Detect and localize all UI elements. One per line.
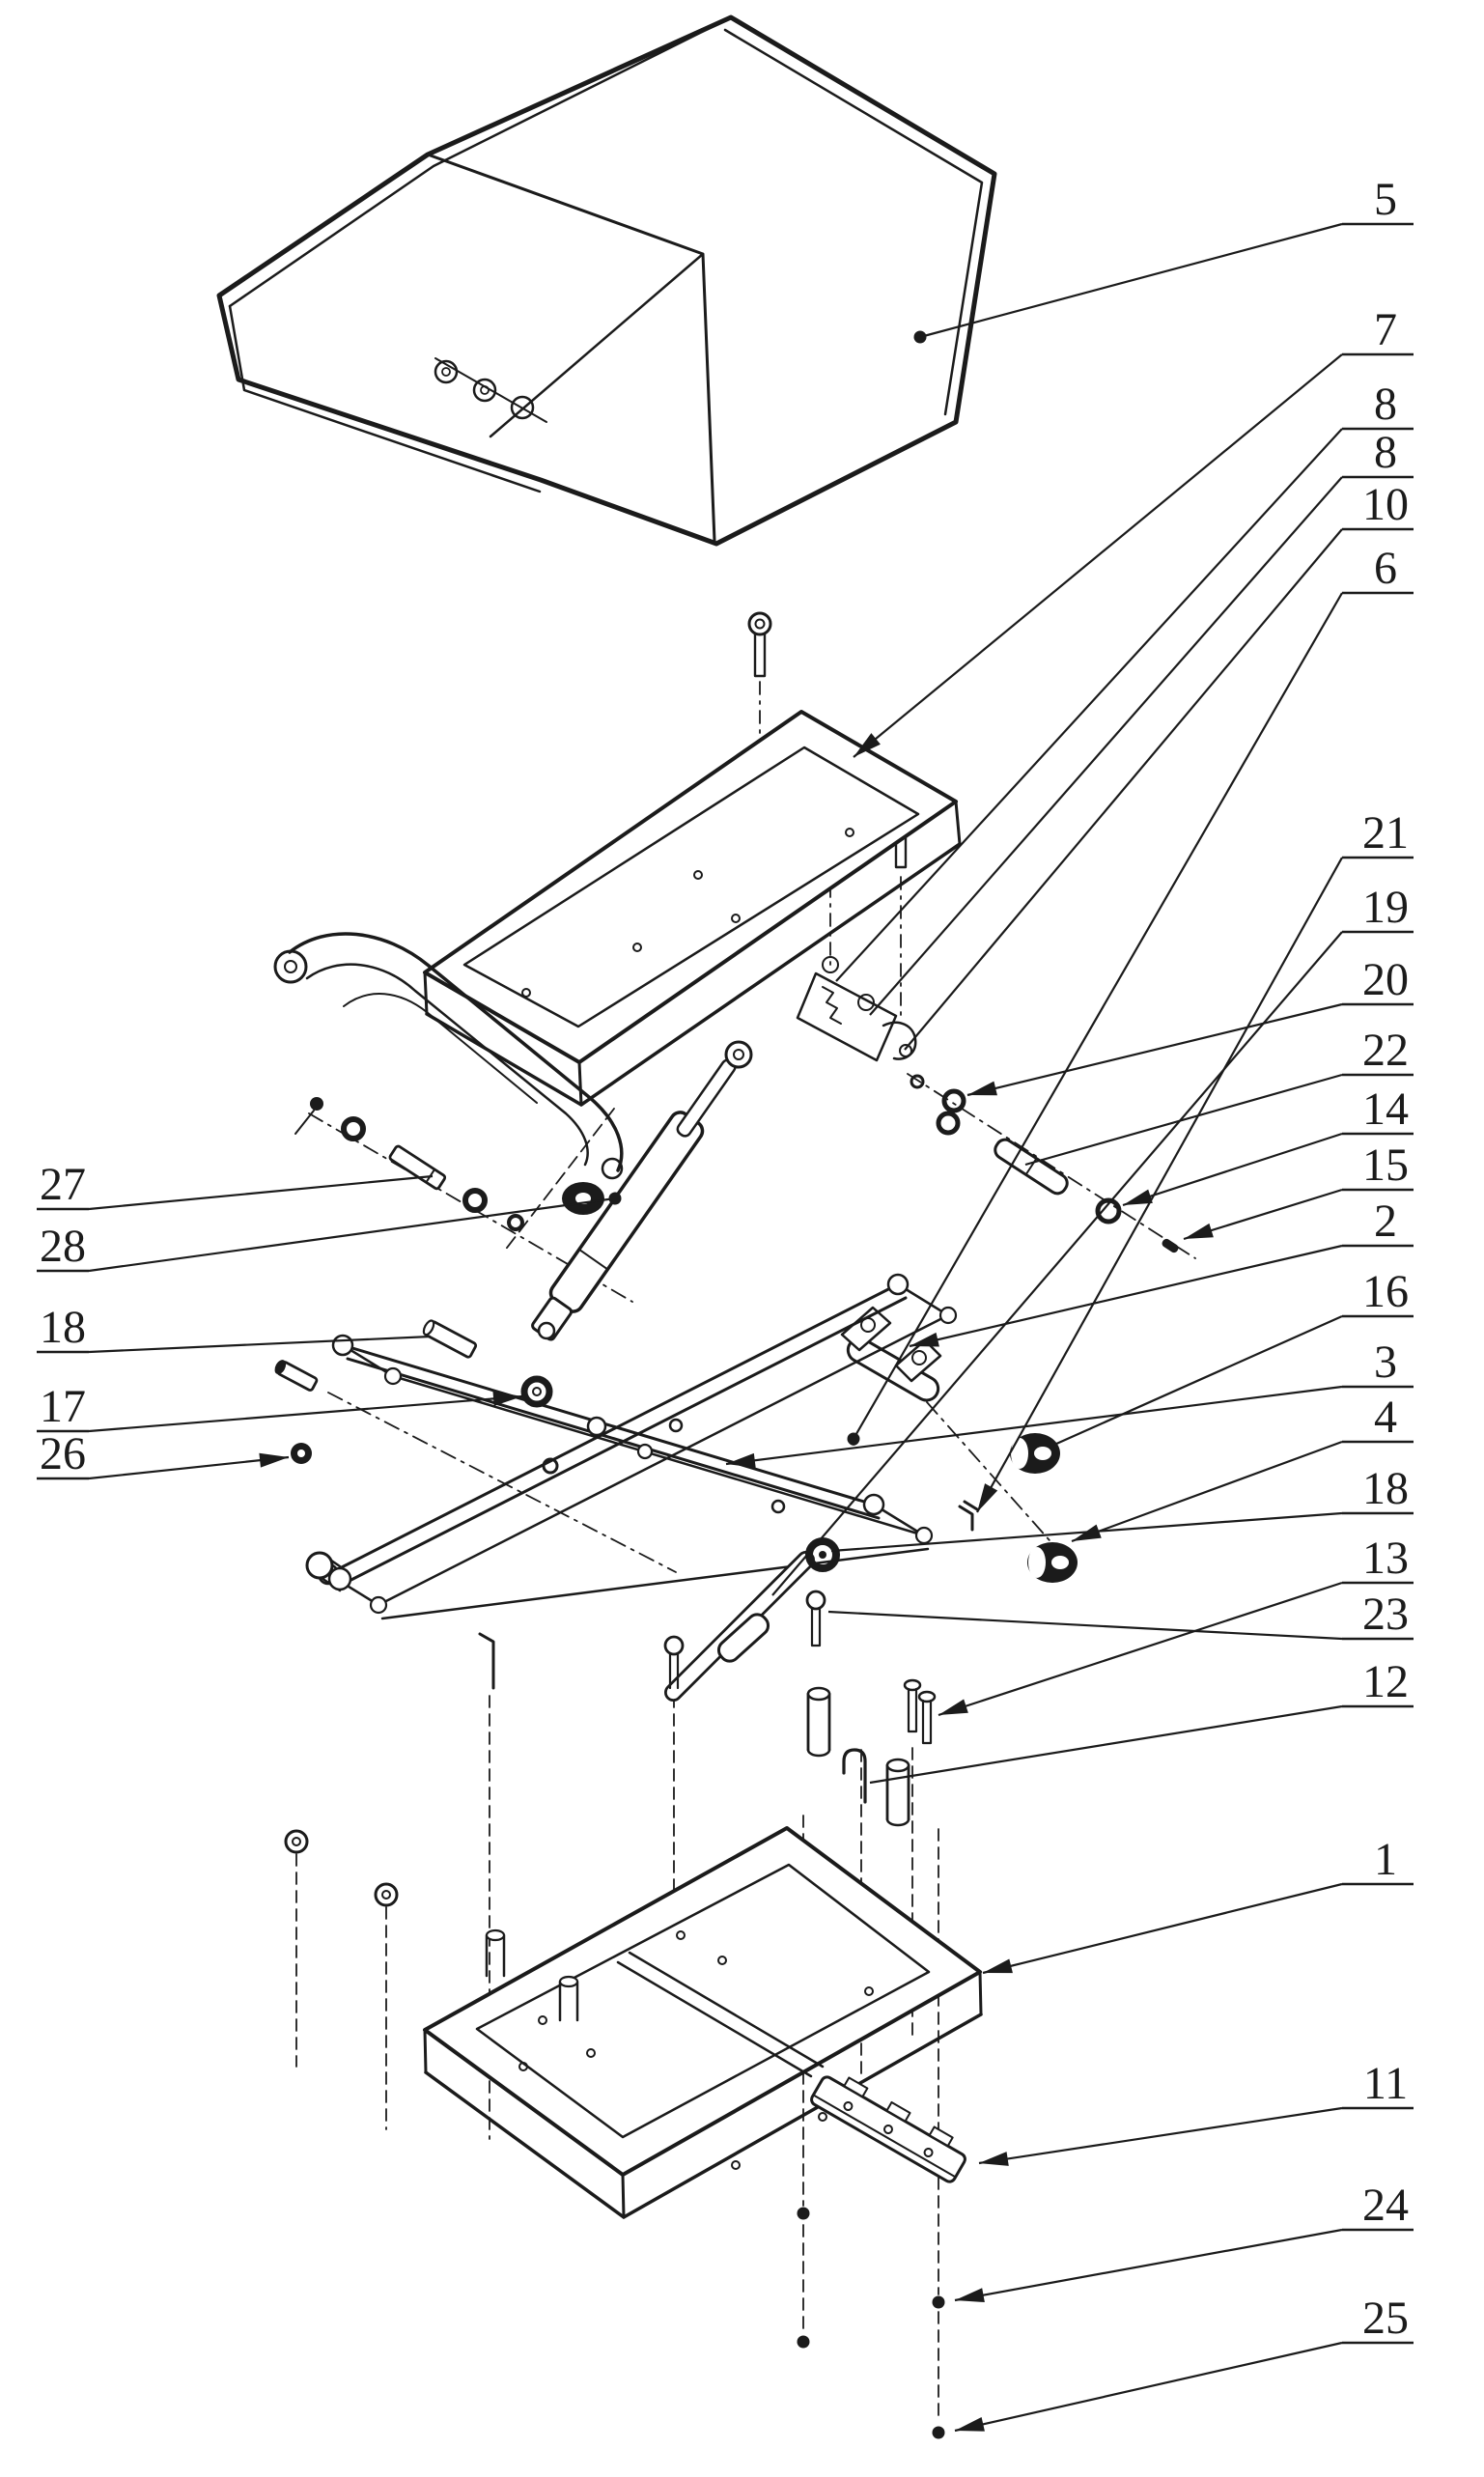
leader-line bbox=[938, 1583, 1342, 1715]
part-number-label: 17 bbox=[40, 1381, 86, 1432]
callout-26-28 bbox=[37, 1428, 289, 1479]
leader-line bbox=[89, 1337, 431, 1352]
part-number-label: 8 bbox=[1374, 379, 1397, 430]
leader-arrowhead bbox=[977, 1483, 997, 1512]
callout-6-5 bbox=[848, 543, 1414, 1446]
part-number-label: 7 bbox=[1374, 304, 1397, 355]
leader-line bbox=[977, 858, 1342, 1512]
part-number-label: 24 bbox=[1362, 2180, 1409, 2231]
part-number-label: 21 bbox=[1362, 807, 1409, 859]
mount-bracket-part bbox=[809, 2067, 971, 2183]
leader-arrowhead bbox=[983, 1959, 1013, 1974]
leader-arrowhead bbox=[955, 2417, 985, 2432]
part-number-label: 11 bbox=[1362, 2058, 1409, 2109]
callout-8-2 bbox=[836, 379, 1414, 981]
leader-line bbox=[1025, 1075, 1342, 1165]
leader-line bbox=[955, 2230, 1342, 2300]
leader-line bbox=[831, 1513, 1342, 1551]
leader-line bbox=[1072, 1442, 1342, 1541]
callout-11-21 bbox=[979, 2058, 1414, 2166]
callout-8-3 bbox=[870, 427, 1414, 1015]
callout-13-17 bbox=[938, 1533, 1414, 1715]
latch-assembly-part bbox=[798, 957, 915, 1060]
leader-line bbox=[870, 477, 1342, 1015]
leader-arrowhead bbox=[979, 2152, 1009, 2166]
callout-27-24 bbox=[37, 1159, 433, 1210]
callout-1-20 bbox=[983, 1834, 1414, 1973]
callout-10-4 bbox=[905, 479, 1414, 1050]
callout-23-18 bbox=[828, 1589, 1414, 1640]
leader-dot bbox=[848, 1433, 860, 1446]
leader-arrowhead bbox=[259, 1453, 289, 1468]
leader-dot bbox=[609, 1193, 622, 1205]
leader-line bbox=[89, 1396, 522, 1431]
leader-line bbox=[983, 1884, 1342, 1973]
callout-2-12 bbox=[910, 1196, 1414, 1347]
part-number-label: 10 bbox=[1362, 479, 1409, 530]
callout-16-13 bbox=[1054, 1266, 1414, 1445]
callout-19-7 bbox=[772, 882, 1414, 1595]
part-number-label: 19 bbox=[1362, 882, 1409, 933]
leader-line bbox=[836, 429, 1342, 981]
part-number-label: 2 bbox=[1374, 1196, 1397, 1247]
lift-link-part bbox=[662, 1541, 836, 1703]
leader-line bbox=[967, 1004, 1342, 1095]
hopper-bucket-part bbox=[219, 17, 994, 544]
axle-hardware-right bbox=[911, 1076, 1180, 1254]
leader-arrowhead bbox=[967, 1082, 997, 1096]
part-number-label: 8 bbox=[1374, 427, 1397, 478]
part-number-label: 27 bbox=[40, 1159, 86, 1210]
leader-line bbox=[910, 1246, 1342, 1346]
callout-7-1 bbox=[854, 304, 1414, 757]
part-number-label: 13 bbox=[1362, 1533, 1409, 1584]
part-number-label: 23 bbox=[1362, 1589, 1409, 1640]
part-number-label: 28 bbox=[40, 1221, 86, 1272]
leader-arrowhead bbox=[955, 2288, 985, 2302]
part-number-label: 18 bbox=[40, 1302, 86, 1353]
callout-18-26 bbox=[37, 1302, 431, 1353]
callout-24-22 bbox=[955, 2180, 1414, 2302]
leader-arrowhead bbox=[1184, 1224, 1214, 1239]
part-number-label: 4 bbox=[1374, 1392, 1397, 1443]
part-number-label: 16 bbox=[1362, 1266, 1409, 1317]
leader-line bbox=[89, 1198, 615, 1271]
leader-line bbox=[870, 1706, 1342, 1783]
part-number-label: 18 bbox=[1362, 1463, 1409, 1514]
part-number-label: 1 bbox=[1374, 1834, 1397, 1885]
callout-3-14 bbox=[726, 1337, 1414, 1468]
leader-arrowhead bbox=[938, 1700, 968, 1715]
leader-line bbox=[89, 1457, 289, 1478]
leader-line bbox=[955, 2343, 1342, 2431]
leader-line bbox=[979, 2108, 1342, 2163]
upper-mount-frame-part bbox=[275, 712, 960, 1178]
callout-25-23 bbox=[955, 2293, 1414, 2432]
part-number-label: 20 bbox=[1362, 954, 1409, 1005]
leader-line bbox=[89, 1176, 433, 1209]
leader-line bbox=[1054, 1316, 1342, 1445]
part-number-label: 25 bbox=[1362, 2293, 1409, 2344]
spring-pin-part bbox=[960, 1502, 977, 1530]
part-number-label: 5 bbox=[1374, 174, 1397, 225]
part-number-label: 3 bbox=[1374, 1337, 1397, 1388]
part-number-label: 6 bbox=[1374, 543, 1397, 594]
part-number-label: 26 bbox=[40, 1428, 86, 1479]
callout-12-19 bbox=[870, 1656, 1414, 1783]
leader-line bbox=[1123, 1134, 1342, 1205]
callout-22-9 bbox=[1025, 1025, 1414, 1165]
part-number-label: 14 bbox=[1362, 1084, 1409, 1135]
part-number-label: 12 bbox=[1362, 1656, 1409, 1707]
part-number-label: 15 bbox=[1362, 1140, 1409, 1191]
leader-arrowhead bbox=[1123, 1190, 1153, 1205]
pivot-pin-hardware-left bbox=[272, 1097, 549, 1464]
callout-28-25 bbox=[37, 1193, 622, 1273]
leader-line bbox=[828, 1612, 1342, 1639]
leader-dot bbox=[914, 331, 927, 344]
part-number-label: 22 bbox=[1362, 1025, 1409, 1076]
